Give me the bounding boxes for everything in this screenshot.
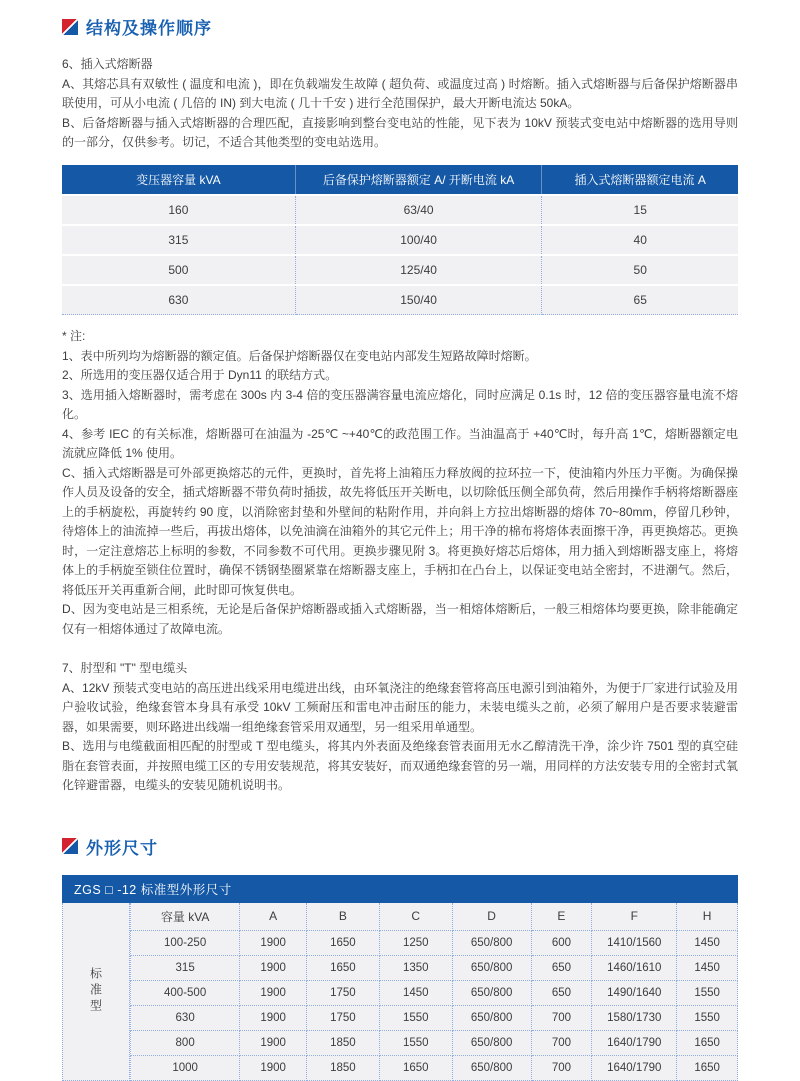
table-cell: 500 <box>62 255 295 285</box>
table-cell: 1750 <box>307 981 380 1006</box>
table-cell: 1650 <box>307 931 380 956</box>
table-cell: 650/800 <box>452 1031 531 1056</box>
table-cell: 150/40 <box>295 285 542 315</box>
table-cell: 1450 <box>379 981 452 1006</box>
table-cell: 700 <box>531 1006 592 1031</box>
column-header: H <box>677 903 738 931</box>
table-cell: 1650 <box>677 1056 738 1081</box>
table-cell: 600 <box>531 931 592 956</box>
section-title: 外形尺寸 <box>86 834 158 859</box>
column-header: A <box>240 903 307 931</box>
paragraph: 2、所选用的变压器仅适合用于 Dyn11 的联结方式。 <box>62 366 738 386</box>
paragraph: D、因为变电站是三相系统，无论是后备保护熔断器或插入式熔断器，当一相熔体熔断后，一般三相熔体均要更换，除非能确定仅有一相熔体通过了故障电流。 <box>62 600 738 639</box>
table-cell: 400-500 <box>131 981 240 1006</box>
table-cell: 650/800 <box>452 981 531 1006</box>
table-cell: 1450 <box>677 956 738 981</box>
paragraph: 3、选用插入熔断器时，需考虑在 300s 内 3-4 倍的变压器满容量电流应熔化，同时应满足 0.1s 时，12 倍的变压器容量电流不熔化。 <box>62 386 738 425</box>
section-title: 结构及操作顺序 <box>86 14 212 39</box>
table-cell: 650/800 <box>452 956 531 981</box>
paragraph: 1、表中所列均为熔断器的额定值。后备保护熔断器仅在变电站内部发生短路故障时熔断。 <box>62 347 738 367</box>
section-header-structure <box>62 14 738 39</box>
row-group-label-cell <box>62 903 130 1081</box>
table-cell: 100-250 <box>131 931 240 956</box>
notes-block <box>62 327 738 639</box>
column-header: 插入式熔断器额定电流 A <box>542 165 738 195</box>
table-cell: 1550 <box>379 1031 452 1056</box>
table-cell: 1900 <box>240 931 307 956</box>
table-cell: 1900 <box>240 981 307 1006</box>
table-row <box>62 255 738 285</box>
paragraph: B、后备熔断器与插入式熔断器的合理匹配，直接影响到整台变电站的性能，见下表为 10kV 预装式变电站中熔断器的选用导则的一部分，仅供参考。切记，不适合其他类型的变电站选用。 <box>62 114 738 153</box>
table-cell: 1460/1610 <box>592 956 677 981</box>
paragraph: 6、插入式熔断器 <box>62 55 738 75</box>
paragraph: B、选用与电缆截面相匹配的肘型或 T 型电缆头，将其内外表面及绝缘套管表面用无水乙醇清洗干净，涂少许 7501 型的真空硅脂在套管表面，并按照电缆工区的专用安装规范，将其安装好，而双通绝缘套管的另一端，用同样的方法安装专用的全密封式氧化锌避雷器，电缆头的安装见随机说明书。 <box>62 737 738 796</box>
table-cell: 315 <box>131 956 240 981</box>
section-header-dimensions <box>62 834 738 859</box>
row-group-label: 标准型 <box>88 967 105 1015</box>
table-cell: 650 <box>531 981 592 1006</box>
table-cell: 1850 <box>307 1031 380 1056</box>
table-cell: 700 <box>531 1056 592 1081</box>
column-header: B <box>307 903 380 931</box>
table-cell: 630 <box>131 1006 240 1031</box>
table-row <box>131 1031 738 1056</box>
table-cell: 1900 <box>240 1031 307 1056</box>
table-row <box>131 931 738 956</box>
column-header: E <box>531 903 592 931</box>
table-cell: 1490/1640 <box>592 981 677 1006</box>
paragraph: A、12kV 预装式变电站的高压进出线采用电缆进出线，由环氧浇注的绝缘套管将高压电源引到油箱外，为便于厂家进行试验及用户验收试验，绝缘套管本身具有承受 10kV 工频耐压和雷电冲击耐压的能力，未装电缆头之前，必须了解用户是否要求装避雷器，如果需要，则环路进出线端一组绝缘套管采用双通型，另一组采用单通型。 <box>62 679 738 738</box>
notes-title: * 注: <box>62 327 738 347</box>
dimensions-grid <box>130 903 738 1081</box>
table-cell: 1640/1790 <box>592 1031 677 1056</box>
table-cell: 40 <box>542 225 738 255</box>
table-cell: 650/800 <box>452 1056 531 1081</box>
table-row <box>62 285 738 315</box>
paragraph: 4、参考 IEC 的有关标准，熔断器可在油温为 -25℃ ~+40℃的政范围工作。当油温高于 +40℃时，每升高 1℃，熔断器额定电流就应降低 1% 使用。 <box>62 425 738 464</box>
table-cell: 315 <box>62 225 295 255</box>
column-header: C <box>379 903 452 931</box>
table-cell: 1450 <box>677 931 738 956</box>
table-cell: 650/800 <box>452 931 531 956</box>
table-cell: 1850 <box>307 1056 380 1081</box>
table-cell: 1550 <box>379 1006 452 1031</box>
column-header: 后备保护熔断器额定 A/ 开断电流 kA <box>295 165 542 195</box>
table-cell: 1900 <box>240 1056 307 1081</box>
table-cell: 63/40 <box>295 195 542 225</box>
table-cell: 65 <box>542 285 738 315</box>
column-header: F <box>592 903 677 931</box>
table-cell: 125/40 <box>295 255 542 285</box>
fuse-table-body <box>62 195 738 315</box>
table-row <box>131 1006 738 1031</box>
table-cell: 650/800 <box>452 1006 531 1031</box>
table-cell: 1250 <box>379 931 452 956</box>
dimensions-table-title: ZGS □ -12 标准型外形尺寸 <box>62 875 738 903</box>
table-cell: 160 <box>62 195 295 225</box>
section-marker-icon <box>62 838 78 854</box>
table-cell: 1640/1790 <box>592 1056 677 1081</box>
fuse-table-header-row <box>62 165 738 195</box>
column-header: 变压器容量 kVA <box>62 165 295 195</box>
section-marker-icon <box>62 19 78 35</box>
table-cell: 1350 <box>379 956 452 981</box>
table-cell: 1650 <box>677 1031 738 1056</box>
paragraph: 7、肘型和 "T" 型电缆头 <box>62 659 738 679</box>
dimensions-table <box>62 875 738 1081</box>
notes-items <box>62 347 738 640</box>
table-cell: 100/40 <box>295 225 542 255</box>
table-cell: 1580/1730 <box>592 1006 677 1031</box>
paragraph: C、插入式熔断器是可外部更换熔芯的元件，更换时，首先将上油箱压力释放阀的拉环拉一下，使油箱内外压力平衡。为确保操作人员及设备的安全，插式熔断器不带负荷时插拔，故先将低压开关断电，以切除低压侧全部负荷，然后用操作手柄将熔断器座上的手柄旋松，再旋转约 90 度，以消除密封垫和外壁间的粘附作用，并向斜上方拉出熔断器的熔体 70~80mm，停留几秒钟，待熔体上的油流掉一些后，再拔出熔体，以免油滴在油箱外的其它元件上；用干净的棉布将熔体表面擦干净，再更换熔芯。更换时，一定注意熔芯上标明的参数，不同参数不可代用。更换步骤见附 3。将更换好熔芯后熔体，用力插入到熔断器支座上，将熔体上的手柄旋至锁住位置时，确保不锈钢垫圈紧靠在熔断器支座上，手柄扣在凸台上，以保证变电站全密封，不进潮气。然后，将低压开关再重新合闸，此时即可恢复供电。 <box>62 464 738 601</box>
table-cell: 1550 <box>677 981 738 1006</box>
table-cell: 1900 <box>240 1006 307 1031</box>
table-row <box>131 956 738 981</box>
table-cell: 1750 <box>307 1006 380 1031</box>
table-cell: 1000 <box>131 1056 240 1081</box>
table-row <box>131 1056 738 1081</box>
column-header: 容量 kVA <box>131 903 240 931</box>
paragraph: A、其熔芯具有双敏性 ( 温度和电流 )，即在负载端发生故障 ( 超负荷、或温度过高 ) 时熔断。插入式熔断器与后备保护熔断器串联使用，可从小电流 ( 几倍的 IN) 到大电流 ( 几十千安 ) 进行全范围保护，最大开断电流达 50kA。 <box>62 75 738 114</box>
dimensions-table-body <box>62 903 738 1081</box>
table-cell: 15 <box>542 195 738 225</box>
table-row <box>131 981 738 1006</box>
table-cell: 1650 <box>307 956 380 981</box>
table-cell: 630 <box>62 285 295 315</box>
table-cell: 1410/1560 <box>592 931 677 956</box>
column-header: D <box>452 903 531 931</box>
table-row <box>62 225 738 255</box>
table-cell: 700 <box>531 1031 592 1056</box>
dim-table-rows <box>131 931 738 1081</box>
fuse-selection-table <box>62 165 738 316</box>
dim-table-header-row <box>131 903 738 931</box>
table-cell: 1550 <box>677 1006 738 1031</box>
table-cell: 1650 <box>379 1056 452 1081</box>
table-cell: 650 <box>531 956 592 981</box>
table-cell: 1900 <box>240 956 307 981</box>
section-7-paragraphs <box>62 659 738 796</box>
table-cell: 800 <box>131 1031 240 1056</box>
table-row <box>62 195 738 225</box>
table-cell: 50 <box>542 255 738 285</box>
section-6-paragraphs <box>62 55 738 153</box>
